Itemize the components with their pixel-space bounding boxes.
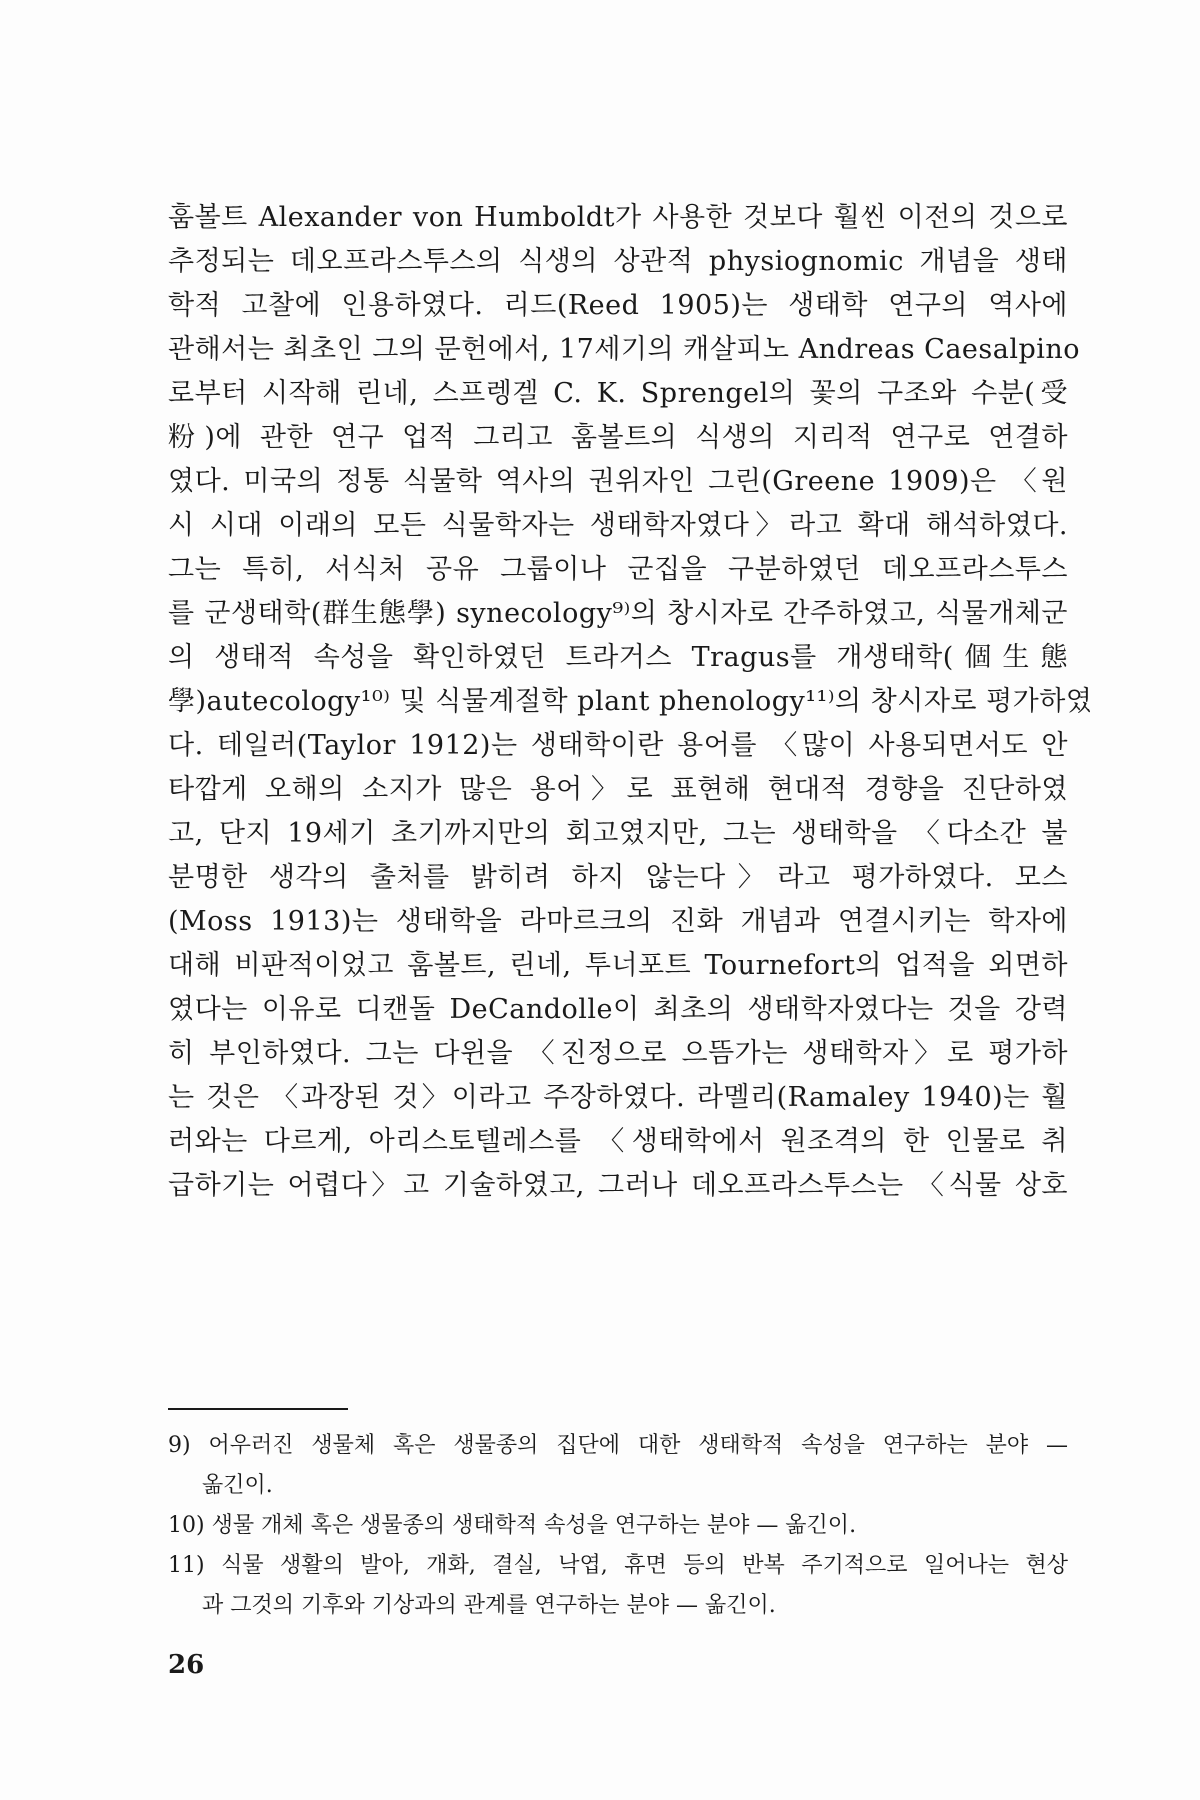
footnote-11: 11) 식물 생활의 발아, 개화, 결실, 낙엽, 휴면 등의 반복 주기적으로 일어나는 현상 <box>168 1553 1068 1578</box>
footnote-10: 10) 생물 개체 혹은 생물종의 생태학적 속성을 연구하는 분야 — 옮긴이. <box>168 1513 857 1538</box>
body-line: 추정되는 데오프라스투스의 식생의 상관적 physiognomic 개념을 생태 <box>168 246 1068 277</box>
footnote-11-continued: 과 그것의 기후와 기상과의 관계를 연구하는 분야 — 옮긴이. <box>202 1593 776 1618</box>
body-line: 學)autecology¹⁰⁾ 및 식물계절학 plant phenology¹¹⁾의 창시자로 평가하였 <box>168 686 1093 717</box>
body-line: 급하기는 어렵다〉고 기술하였고, 그러나 데오프라스투스는 〈식물 상호 <box>168 1170 1068 1201</box>
body-line: 대해 비판적이었고 훔볼트, 린네, 투너포트 Tournefort의 업적을 외면하 <box>168 950 1068 981</box>
body-line: (Moss 1913)는 생태학을 라마르크의 진화 개념과 연결시키는 학자에 <box>168 906 1068 937</box>
footnote-9: 9) 어우러진 생물체 혹은 생물종의 집단에 대한 생태학적 속성을 연구하는 분야 — <box>168 1433 1068 1458</box>
body-line: 훔볼트 Alexander von Humboldt가 사용한 것보다 훨씬 이전의 것으로 <box>168 202 1068 233</box>
body-line: 그는 특히, 서식처 공유 그룹이나 군집을 구분하였던 데오프라스투스 <box>168 554 1068 585</box>
body-line: 타깝게 오해의 소지가 많은 용어〉로 표현해 현대적 경향을 진단하였 <box>168 774 1068 805</box>
body-line: 러와는 다르게, 아리스토텔레스를 〈생태학에서 원조격의 한 인물로 취 <box>168 1126 1068 1157</box>
body-line: 분명한 생각의 출처를 밝히려 하지 않는다〉라고 평가하였다. 모스 <box>168 862 1068 893</box>
body-line: 였다는 이유로 디캔돌 DeCandolle이 최초의 생태학자였다는 것을 강력 <box>168 994 1068 1025</box>
body-text <box>168 196 1093 1208</box>
footnote-9-continued: 옮긴이. <box>202 1473 273 1498</box>
body-line: 는 것은 〈과장된 것〉이라고 주장하였다. 라멜리(Ramaley 1940)는 훨 <box>168 1082 1068 1113</box>
footnote-rule <box>168 1408 348 1410</box>
footnotes <box>168 1426 1068 1626</box>
body-line: 로부터 시작해 린네, 스프렝겔 C. K. Sprengel의 꽃의 구조와 수분(受 <box>168 378 1068 409</box>
body-line: 의 생태적 속성을 확인하였던 트라거스 Tragus를 개생태학(個生態 <box>168 642 1068 673</box>
body-line: 를 군생태학(群生態學) synecology⁹⁾의 창시자로 간주하였고, 식물개체군 <box>168 598 1068 629</box>
body-line: 였다. 미국의 정통 식물학 역사의 권위자인 그린(Greene 1909)은 〈원 <box>168 466 1068 497</box>
body-line: 히 부인하였다. 그는 다윈을 〈진정으로 으뜸가는 생태학자〉로 평가하 <box>168 1038 1068 1069</box>
body-line: 학적 고찰에 인용하였다. 리드(Reed 1905)는 생태학 연구의 역사에 <box>168 290 1068 321</box>
body-line: 고, 단지 19세기 초기까지만의 회고였지만, 그는 생태학을 〈다소간 불 <box>168 818 1068 849</box>
body-line: 粉)에 관한 연구 업적 그리고 훔볼트의 식생의 지리적 연구로 연결하 <box>168 422 1068 453</box>
body-line: 다. 테일러(Taylor 1912)는 생태학이란 용어를 〈많이 사용되면서도 안 <box>168 730 1068 761</box>
body-line: 시 시대 이래의 모든 식물학자는 생태학자였다〉라고 확대 해석하였다. <box>168 510 1068 541</box>
page-number: 26 <box>168 1650 205 1680</box>
body-line: 관해서는 최초인 그의 문헌에서, 17세기의 캐살피노 Andreas Caesalpino <box>168 334 1081 365</box>
